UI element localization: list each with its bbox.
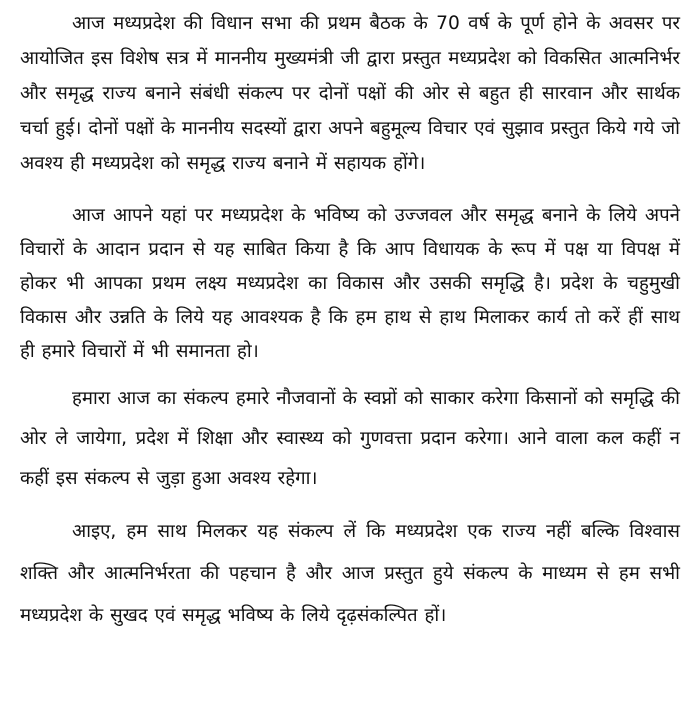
paragraph-4: आइए, हम साथ मिलकर यह संकल्प लें कि मध्यप्रदेश एक राज्य नहीं बल्कि विश्वास शक्ति और आत्मनिर्भरता की पहचान है और आज प्रस्तुत हुये संकल्प के माध्यम से हम सभी मध्यप्रदेश के सुखद एवं समृद्ध भविष्य के लिये दृढ़संकल्पित हों। — [20, 521, 680, 626]
paragraph-1: आज मध्यप्रदेश की विधान सभा की प्रथम बैठक के 70 वर्ष के पूर्ण होने के अवसर पर आयोजित इस विशेष सत्र में माननीय मुख्यमंत्री जी द्वारा प्रस्तुत मध्यप्रदेश को विकसित आत्मनिर्भर और समृद्ध राज्य बनाने संबंधी संकल्प पर दोनों पक्षों की ओर से बहुत ही सारवान और सार्थक चर्चा हुई। दोनों पक्षों के माननीय सदस्यों द्वारा अपने बहुमूल्य विचार एवं सुझाव प्रस्तुत किये गये जो अवश्य ही मध्यप्रदेश को समृद्ध राज्य बनाने में सहायक होंगे। — [20, 13, 680, 174]
paragraph-2: आज आपने यहां पर मध्यप्रदेश के भविष्य को उज्जवल और समृद्ध बनाने के लिये अपने विचारों के आदान प्रदान से यह साबित किया है कि आप विधायक के रूप में पक्ष या विपक्ष में होकर भी आपका प्रथम लक्ष्य मध्यप्रदेश का विकास और उसकी समृद्धि है। प्रदेश के चहुमुखी विकास और उन्नति के लिये यह आवश्यक है कि हम हाथ से हाथ मिलाकर कार्य तो करें हीं साथ ही हमारे विचारों में भी समानता हो। — [20, 205, 680, 362]
paragraph-3: हमारा आज का संकल्प हमारे नौजवानों के स्वप्नों को साकार करेगा किसानों को समृद्धि की ओर ले जायेगा, प्रदेश में शिक्षा और स्वास्थ्य को गुणवत्ता प्रदान करेगा। आने वाला कल कहीं न कहीं इस संकल्प से जुड़ा हुआ अवश्य रहेगा। — [20, 388, 680, 489]
